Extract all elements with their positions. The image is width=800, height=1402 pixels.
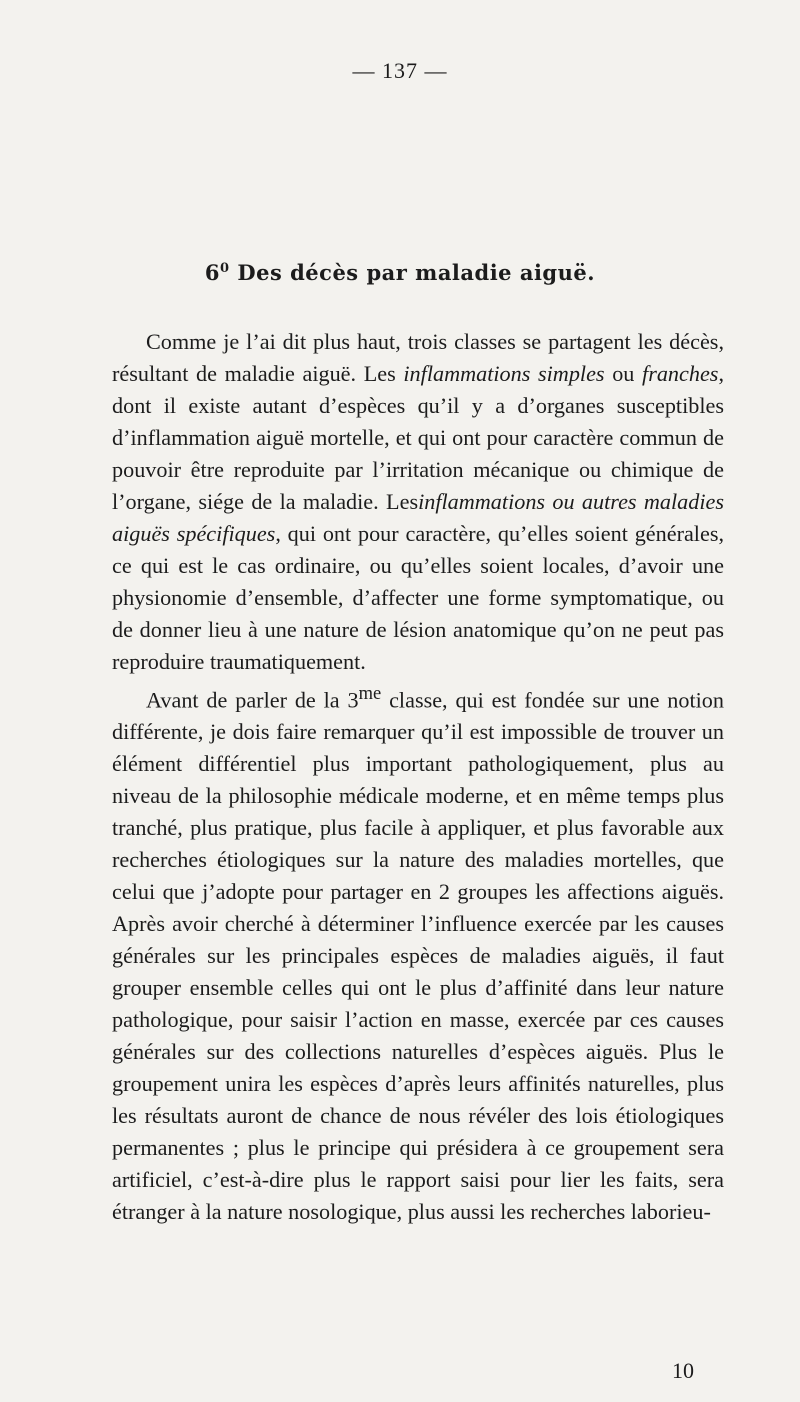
page-number: — 137 — [352,58,448,83]
section-ordinal-sup: 0 [220,261,230,276]
section-ordinal: 6 [204,260,221,285]
paragraph [112,678,724,1228]
paragraph-text: ou [604,361,643,386]
italic-text: franches [642,361,719,386]
italic-text: inflammations ou autres maladies aiguës spécifiques [112,489,724,546]
section-heading [0,260,800,285]
signature-mark: 10 [672,1358,694,1383]
italic-text: inflammations simples [403,361,605,386]
paragraph-text: Avant de parler de la 3 [146,687,359,713]
paragraph [112,326,724,678]
paragraph-text: classe, qui est fondée sur une notion différente, je dois faire remarquer qu’il est impossible de trouver un élément différentiel plus important pathologiquement, plus au niveau de la philosophie médicale moderne, et en même temps plus tranché, plus pratique, plus facile à appliquer, et plus favorable aux recherches étiologiques sur la nature des maladies mortelles, que celui que j’adopte pour partager en 2 groupes les affections aiguës. Après avoir cherché à déterminer l’influence exercée par les causes générales sur les principales espèces de maladies aiguës, il faut grouper ensemble celles qui ont le plus d’affinité dans leur nature pathologique, pour saisir l’action en masse, exercée par ces causes générales sur des collections naturelles d’espèces aiguës. Plus le groupement unira les espèces d’après leurs affinités naturelles, plus les résultats auront de chance de nous révéler des lois étiologiques permanentes ; plus le principe qui présidera à ce groupement sera artificiel, c’est-à-dire plus le rapport saisi pour lier les faits, sera étranger à la nature nosologique, plus aussi les recherches laborieu- [112,687,724,1225]
paragraph-text: , qui ont pour caractère, qu’elles soient générales, ce qui est le cas ordinaire, ou qu’elles soient locales, d’avoir une physionomie d’ensemble, d’affecter une forme symptomatique, ou de donner lieu à une nature de lésion anatomique qu’on ne peut pas reproduire traumatiquement. [112,521,725,674]
paragraph-text: , dont il existe autant d’espèces qu’il y a d’organes susceptibles d’inflammation aiguë mortelle, et qui ont pour caractère commun de pouvoir être reproduite par l’irritation mécanique ou chimique de l’organe, siége de la maladie. Les [112,361,724,514]
superscript-text: me [358,684,382,704]
body-text [112,326,724,1228]
paragraph-text: Comme je l’ai dit plus haut, trois classes se partagent les décès, résultant de maladie aiguë. Les [112,329,724,386]
section-title: Des décès par maladie aiguë. [237,260,596,285]
